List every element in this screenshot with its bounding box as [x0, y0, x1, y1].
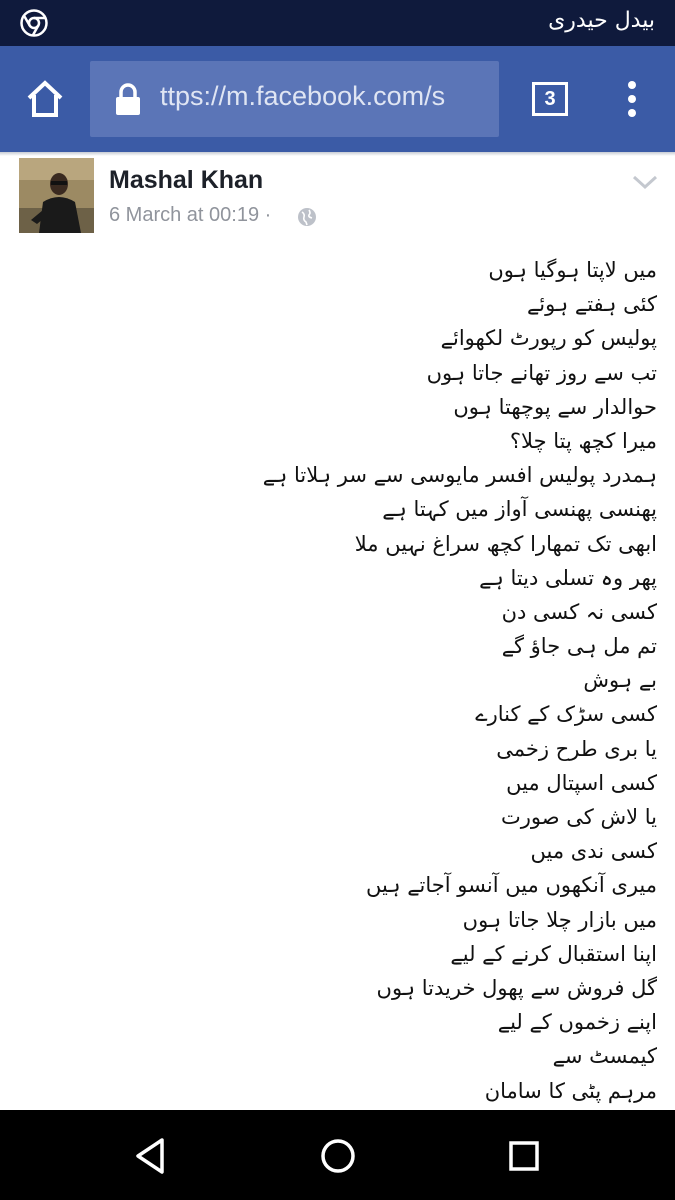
poem-line: میرا کچھ پتا چلا؟ [509, 428, 657, 453]
more-vert-icon[interactable] [612, 76, 652, 122]
poem-line: ابھی تک تمھارا کچھ سراغ نہیں ملا [354, 531, 657, 556]
poem-line: اپنا استقبال کرنے کے لیے [450, 941, 657, 966]
notification-title: بیدل حیدری [548, 8, 655, 33]
avatar-photo [19, 158, 94, 233]
lock-icon [112, 83, 144, 117]
poem-line: تب سے روز تھانے جاتا ہوں [426, 360, 657, 385]
poem-line: یا بری طرح زخمی [496, 736, 657, 761]
chevron-down-icon[interactable] [630, 170, 660, 194]
poem-line: کیمسٹ سے [552, 1044, 657, 1069]
poem-line: اپنے زخموں کے لیے [497, 1010, 657, 1035]
tab-switcher-button[interactable]: 3 [532, 82, 568, 116]
poem-line: پھر وہ تسلی دیتا ہے [479, 565, 657, 590]
poem-line: میری آنکھوں میں آنسو آجاتے ہیں [365, 873, 657, 898]
author-name[interactable]: Mashal Khan [109, 166, 264, 194]
poem-line: کئی ہفتے ہوئے [526, 292, 657, 317]
poem-line: تم مل ہی جاؤ گے [501, 634, 657, 659]
poem-line: کسی ندی میں [530, 839, 657, 864]
poem-line: حوالدار سے پوچھتا ہوں [453, 394, 657, 419]
home-icon[interactable] [22, 76, 68, 122]
poem-line: ہمدرد پولیس افسر مایوسی سے سر ہلاتا ہے [262, 463, 657, 488]
url-text[interactable]: ttps://m.facebook.com/s [160, 81, 446, 111]
poem-line: گل فروش سے پھول خریدتا ہوں [376, 975, 657, 1000]
chrome-icon [20, 9, 48, 37]
globe-icon [297, 207, 317, 227]
poem-line: کسی اسپتال میں [506, 770, 657, 795]
poem-line: کسی نہ کسی دن [501, 599, 657, 624]
post-timestamp[interactable]: 6 March at 00:19 · [109, 204, 272, 226]
poem-line: میں لاپتا ہوگیا ہوں [488, 258, 657, 282]
poem-line: پولیس کو رپورٹ لکھوائے [440, 326, 657, 351]
home-circle-icon[interactable] [314, 1132, 362, 1180]
poem-line: مرہم پٹی کا سامان [484, 1078, 657, 1103]
poem-line: میں بازار چلا جاتا ہوں [462, 907, 657, 932]
post-header [0, 156, 675, 240]
avatar[interactable] [19, 158, 94, 233]
poem-line: کسی سڑک کے کنارے [475, 702, 657, 727]
poem-line: بے ہوش [583, 668, 657, 693]
status-bar [0, 0, 675, 46]
poem-line: یا لاش کی صورت [501, 805, 657, 829]
post-body [20, 253, 657, 1108]
recents-square-icon[interactable] [500, 1132, 548, 1180]
url-bar[interactable] [90, 61, 499, 137]
browser-toolbar [0, 46, 675, 152]
system-nav-bar [0, 1110, 675, 1200]
back-triangle-icon[interactable] [128, 1132, 176, 1180]
poem-line: پھنسی پھنسی آواز میں کہتا ہے [382, 497, 657, 522]
